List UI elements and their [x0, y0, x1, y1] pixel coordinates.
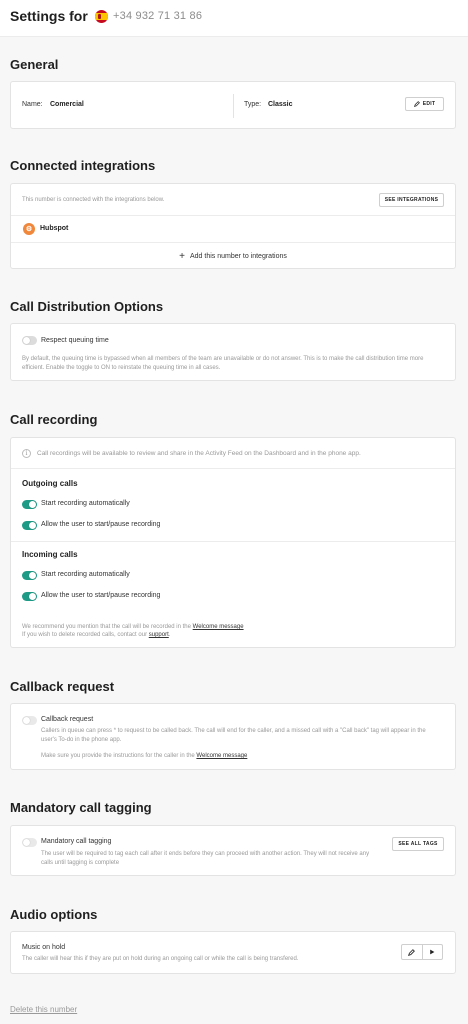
audio-section-title: Audio options: [10, 907, 98, 922]
edit-button[interactable]: [405, 97, 444, 111]
recording-info: Call recordings will be available to review and share in the Activity Feed on the Dashboard and in the phone app.: [37, 450, 361, 457]
add-integration-button[interactable]: [11, 243, 455, 269]
see-all-tags-button[interactable]: [392, 837, 444, 851]
tagging-description: The user will be required to tag each call after it ends before they can proceed with another action. They will not receive any calls until tagging is complete: [41, 851, 370, 866]
tagging-toggle[interactable]: [22, 838, 37, 847]
play-icon: [429, 949, 435, 955]
phone-number: +34 932 71 31 86: [113, 10, 203, 22]
outgoing-calls-title: Outgoing calls: [22, 479, 78, 488]
recording-footer-text: We recommend you mention that the call will be recorded in the: [22, 624, 191, 630]
callback-section-title: Callback request: [10, 679, 115, 694]
incoming-auto-record-label: Start recording automatically: [41, 571, 130, 578]
see-integrations-button[interactable]: [379, 193, 444, 207]
page-title: Settings for: [10, 8, 88, 24]
callback-card: [10, 703, 456, 770]
integrations-intro: This number is connected with the integrations below.: [22, 197, 165, 203]
edit-button-label: EDIT: [422, 101, 436, 107]
pencil-icon: [414, 101, 420, 107]
respect-queuing-label: Respect queuing time: [41, 337, 109, 344]
callback-toggle-label: Callback request: [41, 716, 94, 723]
see-all-tags-label: SEE ALL TAGS: [398, 841, 438, 847]
callback-toggle[interactable]: [22, 716, 37, 725]
field-divider: [233, 94, 234, 118]
respect-queuing-toggle[interactable]: [22, 336, 37, 345]
outgoing-pause-label: Allow the user to start/pause recording: [41, 521, 161, 528]
general-section-title: General: [10, 57, 59, 72]
callback-note-text: Make sure you provide the instructions for the caller in the: [41, 753, 195, 759]
see-integrations-label: SEE INTEGRATIONS: [384, 197, 439, 203]
recording-footer2-suffix: .: [168, 632, 171, 638]
top-bar: [0, 0, 468, 37]
support-link[interactable]: support: [148, 632, 169, 638]
distribution-card: [10, 323, 456, 381]
music-on-hold-label: Music on hold: [22, 944, 66, 951]
hubspot-icon: ⚙: [23, 223, 35, 235]
tagging-card: [10, 825, 456, 876]
edit-music-button[interactable]: [402, 945, 422, 959]
integration-name: Hubspot: [40, 225, 69, 232]
tagging-section-title: Mandatory call tagging: [10, 800, 152, 815]
callback-welcome-link[interactable]: Welcome message: [196, 753, 248, 759]
outgoing-pause-toggle[interactable]: [22, 521, 37, 530]
recording-section-title: Call recording: [10, 412, 98, 427]
name-label: Name:: [22, 101, 43, 108]
integrations-divider: [11, 215, 455, 216]
integrations-card: [10, 183, 456, 269]
pencil-icon: [408, 949, 415, 956]
recording-divider-2: [11, 541, 455, 542]
recording-footer2-text: If you wish to delete recorded calls, contact our: [22, 632, 148, 638]
add-integration-label: Add this number to integrations: [189, 252, 287, 260]
info-icon: i: [22, 449, 31, 458]
incoming-pause-label: Allow the user to start/pause recording: [41, 592, 161, 599]
recording-footer-2: [22, 631, 170, 640]
distribution-section-title: Call Distribution Options: [10, 299, 164, 314]
tagging-toggle-label: Mandatory call tagging: [41, 838, 112, 845]
outgoing-auto-record-label: Start recording automatically: [41, 500, 130, 507]
plus-icon: +: [179, 250, 185, 262]
outgoing-auto-record-toggle[interactable]: [22, 500, 37, 509]
delete-number-link[interactable]: Delete this number: [10, 1005, 78, 1014]
play-music-button[interactable]: [422, 945, 443, 959]
type-value: Classic: [268, 101, 293, 108]
callback-note: [41, 752, 247, 761]
name-value: Comercial: [50, 101, 84, 108]
type-label: Type:: [244, 101, 262, 108]
callback-description: Callers in queue can press * to request to be called back. The call will end for the caller, and a missed call with a "Call back" tag will appear in the user's To-do in the phone app.: [41, 728, 426, 743]
spain-flag-icon: [95, 10, 108, 23]
general-card: [10, 81, 456, 129]
music-controls: [401, 944, 443, 960]
distribution-description: By default, the queuing time is bypassed when all members of the team are unavailable or do not answer. This is to make the call distribution time more efficient. Enable the toggle to ON to reinstate the queuing time in all cases.: [22, 356, 424, 371]
welcome-message-link[interactable]: Welcome message: [192, 624, 244, 630]
audio-description: The caller will hear this if they are put on hold during an ongoing call or while the call is being transfered.: [22, 956, 299, 962]
recording-divider: [11, 468, 455, 469]
incoming-calls-title: Incoming calls: [22, 550, 78, 559]
audio-card: [10, 931, 456, 974]
recording-card: [10, 437, 456, 648]
integrations-section-title: Connected integrations: [10, 158, 156, 173]
incoming-pause-toggle[interactable]: [22, 592, 37, 601]
incoming-auto-record-toggle[interactable]: [22, 571, 37, 580]
